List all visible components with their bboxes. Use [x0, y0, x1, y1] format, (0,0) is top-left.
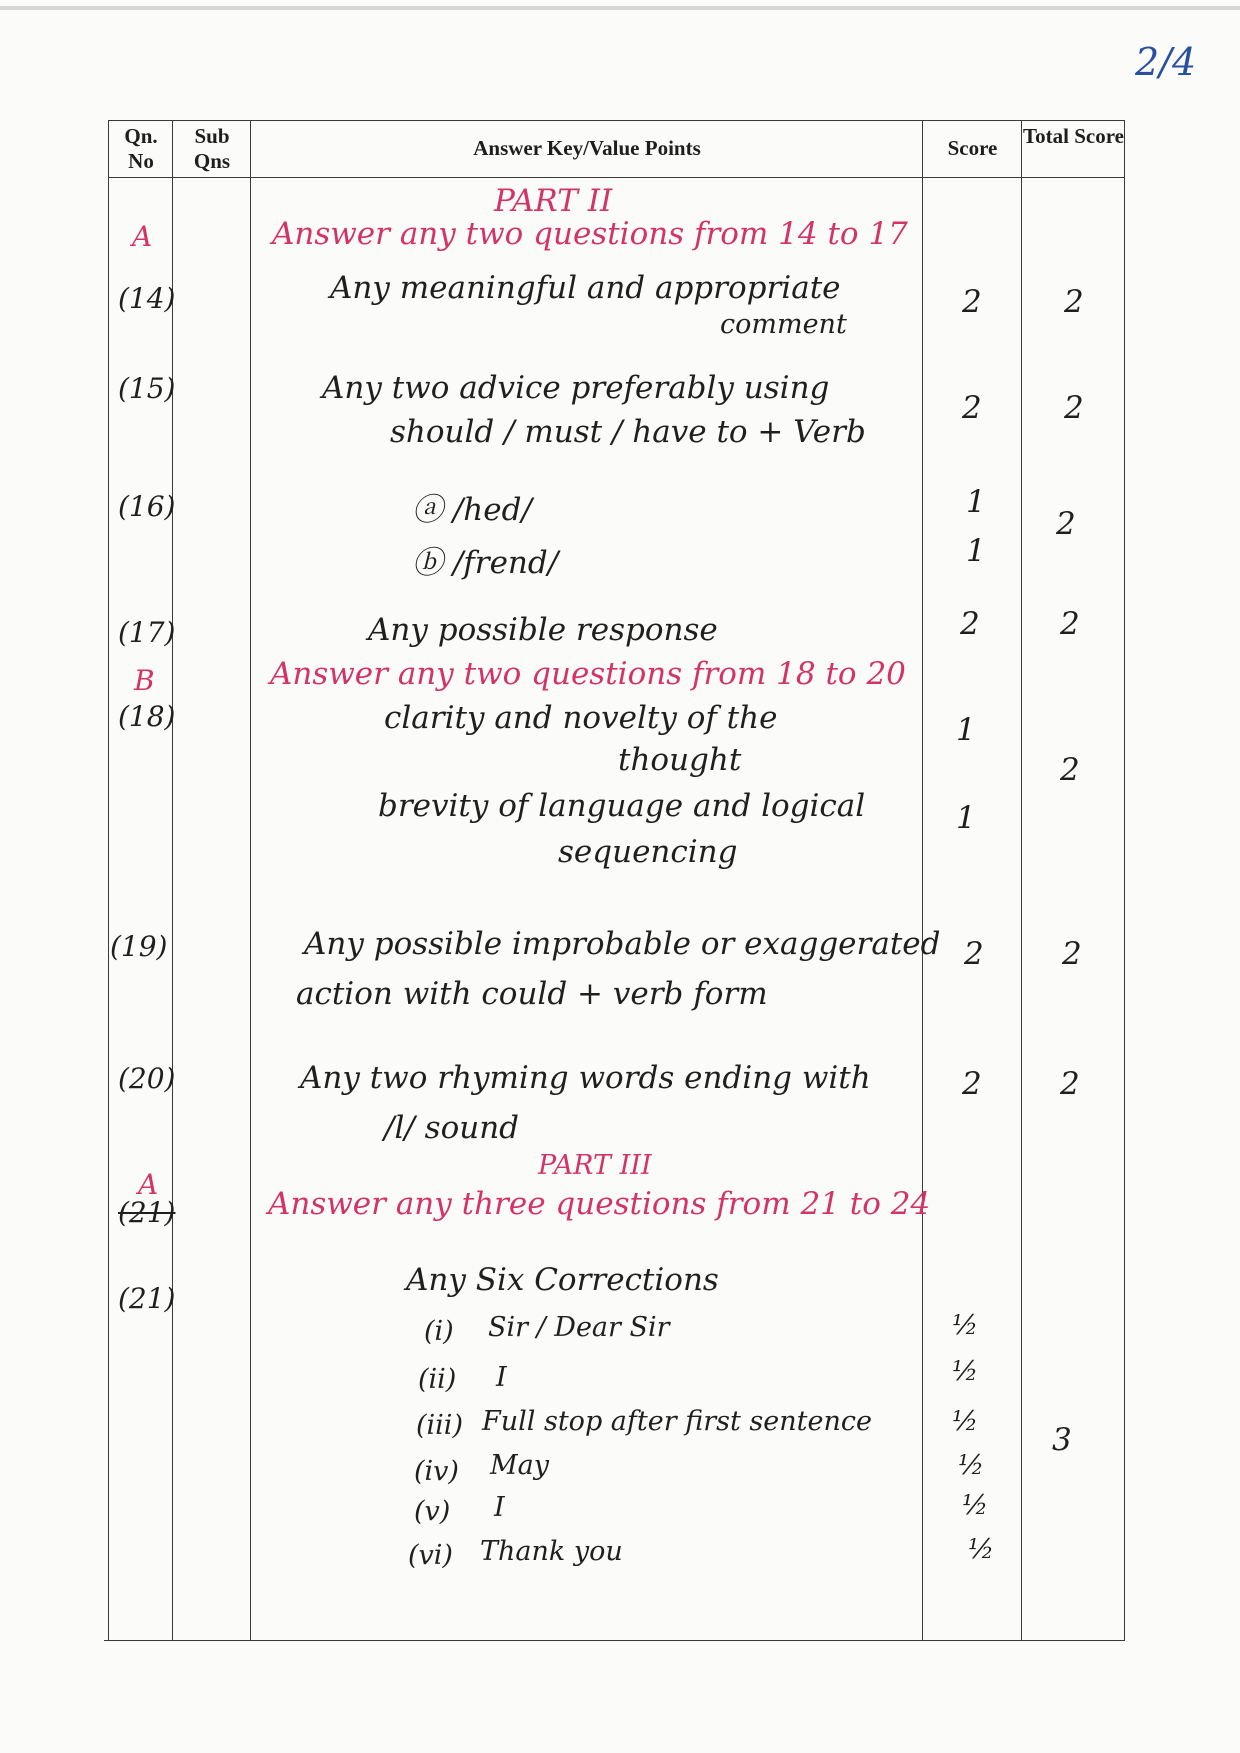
q17-number: (17)	[118, 616, 176, 649]
q16-a: ⓐ /hed/	[412, 492, 532, 528]
q18-total: 2	[1060, 752, 1080, 788]
q15-line1: Any two advice preferably using	[322, 370, 830, 406]
q16-score-b: 1	[966, 533, 986, 569]
col-border-sub	[250, 120, 251, 1640]
q19-number: (19)	[110, 930, 168, 963]
q18-score-b: 1	[956, 800, 976, 836]
header-sub-qns: Sub Qns	[193, 124, 231, 173]
q21-item-text: Full stop after first sentence	[482, 1406, 872, 1437]
q21-item-score: ½	[952, 1356, 979, 1387]
table-top-border	[108, 120, 1125, 121]
q21-item-label: (iv)	[414, 1456, 459, 1487]
q18-line3: brevity of language and logical	[378, 788, 866, 824]
q15-line2: should / must / have to + Verb	[390, 414, 866, 450]
q20-line1: Any two rhyming words ending with	[300, 1060, 871, 1096]
q15-number: (15)	[118, 372, 176, 405]
q18-line4: sequencing	[558, 834, 738, 870]
q21-item-label: (ii)	[418, 1364, 457, 1395]
q16-b: ⓑ /frend/	[412, 545, 559, 581]
q18-number: (18)	[118, 700, 176, 733]
header-score: Score	[947, 136, 998, 160]
q19-total: 2	[1062, 936, 1082, 972]
part3-section-a-label: A	[138, 1168, 159, 1201]
q17-total: 2	[1060, 606, 1080, 642]
part3-struck-number: (21)	[118, 1196, 176, 1229]
col-border-right	[1124, 120, 1125, 1640]
page-number: 2/4	[1135, 40, 1197, 84]
q20-score: 2	[962, 1066, 982, 1102]
q21-item-label: (i)	[424, 1316, 454, 1347]
q19-line1: Any possible improbable or exaggerated	[304, 926, 941, 962]
header-bottom-border	[108, 177, 1125, 178]
q20-total: 2	[1060, 1066, 1080, 1102]
q21-item-text: I	[494, 1492, 505, 1523]
table-bottom-border	[104, 1640, 1125, 1641]
q17-line1: Any possible response	[368, 612, 718, 648]
part2-title: PART II	[494, 183, 613, 219]
header-qn-no: Qn. No	[124, 124, 158, 173]
q20-number: (20)	[118, 1062, 176, 1095]
q16-number: (16)	[118, 490, 176, 523]
q21-item-text: I	[496, 1362, 507, 1393]
q14-score: 2	[962, 284, 982, 320]
col-border-score	[1021, 120, 1022, 1640]
part3-title: PART III	[538, 1150, 652, 1181]
part3-instruction: Answer any three questions from 21 to 24	[268, 1186, 931, 1222]
q21-item-label: (iii)	[416, 1410, 463, 1441]
q21-item-score: ½	[968, 1534, 995, 1565]
q14-line2: comment	[720, 309, 847, 340]
part2-section-a-label: A	[132, 220, 153, 253]
q20-line2: /l/ sound	[384, 1110, 520, 1146]
part2-instruction-a: Answer any two questions from 14 to 17	[272, 216, 908, 252]
q14-line1: Any meaningful and appropriate	[330, 270, 841, 306]
col-border-qn	[172, 120, 173, 1640]
q17-score: 2	[960, 606, 980, 642]
q16-total: 2	[1056, 506, 1076, 542]
header-total-score: Total Score	[1023, 124, 1124, 148]
q18-line2: thought	[618, 742, 742, 778]
q19-score: 2	[964, 936, 984, 972]
q21-item-text: Sir / Dear Sir	[488, 1312, 670, 1343]
q14-number: (14)	[118, 282, 176, 315]
q21-item-score: ½	[962, 1490, 989, 1521]
q21-total: 3	[1052, 1422, 1072, 1458]
q18-line1: clarity and novelty of the	[384, 700, 778, 736]
q18-score-a: 1	[956, 712, 976, 748]
q21-item-label: (v)	[414, 1496, 451, 1527]
col-border-left	[108, 120, 109, 1640]
q21-item-score: ½	[952, 1406, 979, 1437]
q21-item-score: ½	[958, 1450, 985, 1481]
part2-section-b-label: B	[134, 664, 155, 697]
part2-instruction-b: Answer any two questions from 18 to 20	[270, 656, 906, 692]
q21-number: (21)	[118, 1282, 176, 1315]
col-border-answer	[922, 120, 923, 1640]
q14-total: 2	[1064, 284, 1084, 320]
q21-heading: Any Six Corrections	[406, 1262, 719, 1298]
header-answer-key: Answer Key/Value Points	[473, 136, 701, 160]
q21-item-label: (vi)	[408, 1540, 453, 1571]
q19-line2: action with could + verb form	[296, 976, 768, 1012]
q15-total: 2	[1064, 390, 1084, 426]
q21-item-score: ½	[952, 1310, 979, 1341]
q21-item-text: Thank you	[480, 1536, 623, 1567]
q21-item-text: May	[490, 1450, 549, 1481]
q15-score: 2	[962, 390, 982, 426]
q16-score-a: 1	[966, 484, 986, 520]
